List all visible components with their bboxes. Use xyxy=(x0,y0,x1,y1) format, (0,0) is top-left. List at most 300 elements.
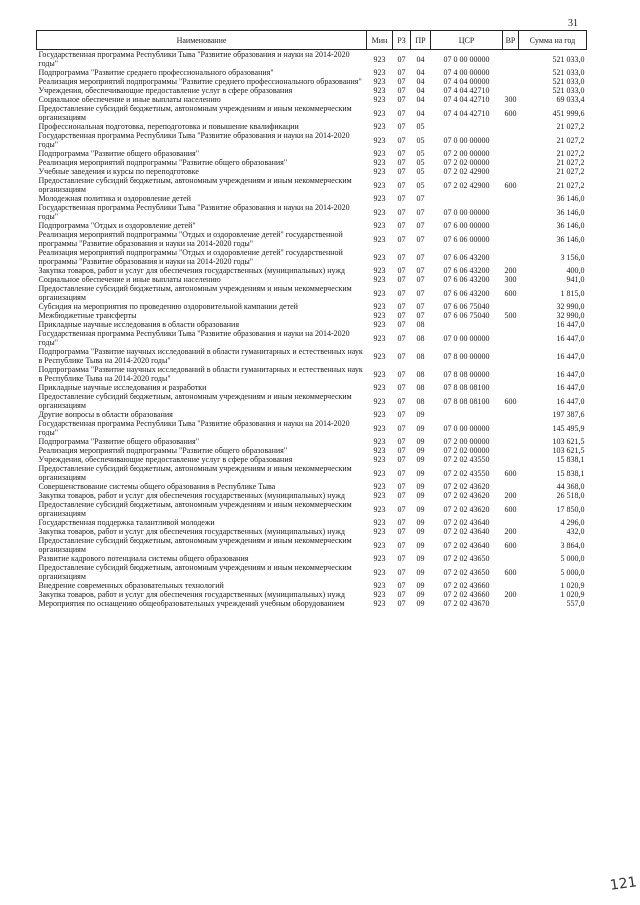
cell-pr: 07 xyxy=(416,275,425,284)
cell-vr xyxy=(503,347,519,365)
cell-vr: 600 xyxy=(504,540,517,550)
table-row xyxy=(37,176,587,194)
cell-pr: 08 xyxy=(416,383,425,392)
cell-vr: 600 xyxy=(504,108,517,118)
cell-rz: 07 xyxy=(397,599,406,608)
cell-min: 923 xyxy=(373,302,386,311)
cell-name: Социальное обеспечение и иные выплаты населению xyxy=(38,95,221,104)
cell-pr: 09 xyxy=(416,518,425,527)
cell-min: 923 xyxy=(373,590,386,599)
cell-name: Мероприятия по оснащению общеобразовательных учреждений учебным оборудованием xyxy=(38,599,345,608)
header-vr: ВР xyxy=(503,31,519,50)
cell-min: 923 xyxy=(373,207,386,217)
cell-csr: 07 6 00 00000 xyxy=(443,221,490,230)
cell-min: 923 xyxy=(373,455,386,464)
cell-sum: 1 020,9 xyxy=(560,590,585,599)
header-rz: РЗ xyxy=(393,31,411,50)
cell-pr: 05 xyxy=(416,158,425,167)
table-row xyxy=(37,491,587,500)
cell-csr: 07 2 02 43620 xyxy=(443,482,490,491)
cell-pr: 07 xyxy=(416,266,425,275)
cell-sum: 3 864,0 xyxy=(560,540,585,550)
header-sum: Сумма на год xyxy=(519,31,587,50)
cell-rz: 07 xyxy=(397,311,406,320)
cell-rz: 07 xyxy=(397,122,406,131)
table-row xyxy=(37,599,587,608)
cell-pr: 07 xyxy=(416,234,425,244)
cell-csr: 07 8 08 00000 xyxy=(443,369,490,379)
cell-pr: 07 xyxy=(416,302,425,311)
cell-min: 923 xyxy=(373,504,386,514)
cell-sum: 16 447,0 xyxy=(556,396,585,406)
cell-csr xyxy=(431,320,503,329)
cell-pr: 05 xyxy=(416,149,425,158)
cell-name: Межбюджетные трансферты xyxy=(38,311,137,320)
cell-pr: 05 xyxy=(416,135,425,145)
cell-name: Государственная программа Республики Тыва "Развитие образования и науки на 2014-2020 годы" xyxy=(38,131,350,149)
cell-rz: 07 xyxy=(397,320,406,329)
cell-csr xyxy=(431,194,503,203)
cell-min: 923 xyxy=(373,581,386,590)
table-row xyxy=(37,410,587,419)
handwritten-page-mark: 121 xyxy=(609,874,638,894)
cell-vr: 600 xyxy=(504,396,517,406)
cell-name: Подпрограмма "Развитие общего образования" xyxy=(38,149,199,158)
cell-name: Развитие кадрового потенциала системы общего образования xyxy=(38,554,249,563)
cell-min: 923 xyxy=(373,599,386,608)
cell-vr: 200 xyxy=(504,266,517,275)
cell-name: Предоставление субсидий бюджетным, автономным учреждениям и иным некоммерческим организациям xyxy=(38,284,352,302)
cell-sum: 3 156,0 xyxy=(560,252,585,262)
cell-csr: 07 2 02 00000 xyxy=(443,158,490,167)
cell-rz: 07 xyxy=(397,527,406,536)
cell-rz: 07 xyxy=(397,396,406,406)
cell-rz: 07 xyxy=(397,581,406,590)
cell-vr xyxy=(503,383,519,392)
cell-csr: 07 6 06 43200 xyxy=(443,288,490,298)
cell-name: Молодежная политика и оздоровление детей xyxy=(38,194,191,203)
cell-csr: 07 6 06 75040 xyxy=(443,302,490,311)
cell-min: 923 xyxy=(373,180,386,190)
cell-min: 923 xyxy=(373,369,386,379)
cell-rz: 07 xyxy=(397,504,406,514)
cell-min: 923 xyxy=(373,396,386,406)
cell-sum: 197 387,6 xyxy=(552,410,585,419)
table-row xyxy=(37,230,587,248)
table-row xyxy=(37,122,587,131)
cell-name: Внедрение современных образовательных технологий xyxy=(38,581,224,590)
cell-min: 923 xyxy=(373,446,386,455)
cell-csr xyxy=(431,122,503,131)
table-row xyxy=(37,167,587,176)
cell-pr: 09 xyxy=(416,468,425,478)
cell-sum: 521 033,0 xyxy=(552,77,585,86)
cell-min: 923 xyxy=(373,518,386,527)
cell-name: Профессиональная подготовка, переподготовка и повышение квалификации xyxy=(38,122,299,131)
cell-csr: 07 6 06 43200 xyxy=(443,252,490,262)
cell-rz: 07 xyxy=(397,446,406,455)
cell-vr xyxy=(503,320,519,329)
cell-min: 923 xyxy=(373,86,386,95)
cell-min: 923 xyxy=(373,95,386,104)
cell-name: Учреждения, обеспечивающие предоставление услуг в сфере образования xyxy=(38,86,293,95)
table-row xyxy=(37,527,587,536)
cell-pr: 08 xyxy=(416,396,425,406)
cell-name: Подпрограмма "Развитие среднего профессионального образования" xyxy=(38,68,274,77)
cell-vr: 200 xyxy=(504,491,517,500)
cell-name: Предоставление субсидий бюджетным, автономным учреждениям и иным некоммерческим организациям xyxy=(38,464,352,482)
cell-pr: 07 xyxy=(416,311,425,320)
cell-name: Закупка товаров, работ и услуг для обеспечения государственных (муниципальных) нужд xyxy=(38,266,345,275)
table-row xyxy=(37,311,587,320)
cell-rz: 07 xyxy=(397,383,406,392)
cell-csr: 07 2 02 43620 xyxy=(443,491,490,500)
table-row xyxy=(37,590,587,599)
cell-csr: 07 4 04 42710 xyxy=(443,95,490,104)
table-row xyxy=(37,203,587,221)
cell-name: Совершенствование системы общего образования в Республике Тыва xyxy=(38,482,276,491)
cell-pr: 05 xyxy=(416,167,425,176)
cell-sum: 521 033,0 xyxy=(552,54,585,64)
cell-rz: 07 xyxy=(397,54,406,64)
cell-pr: 04 xyxy=(416,54,425,64)
cell-min: 923 xyxy=(373,383,386,392)
cell-vr xyxy=(503,131,519,149)
table-row xyxy=(37,194,587,203)
cell-name: Прикладные научные исследования в области образования xyxy=(38,320,239,329)
cell-sum: 44 368,0 xyxy=(556,482,585,491)
table-row xyxy=(37,554,587,563)
cell-vr xyxy=(503,158,519,167)
cell-vr xyxy=(503,230,519,248)
cell-sum: 451 999,6 xyxy=(552,108,585,118)
table-row xyxy=(37,221,587,230)
cell-pr: 09 xyxy=(416,527,425,536)
cell-vr xyxy=(503,203,519,221)
cell-pr: 07 xyxy=(416,194,425,203)
table-row xyxy=(37,365,587,383)
cell-pr: 09 xyxy=(416,504,425,514)
cell-min: 923 xyxy=(373,491,386,500)
cell-csr: 07 2 02 43660 xyxy=(443,590,490,599)
table-row xyxy=(37,392,587,410)
cell-sum: 36 146,0 xyxy=(556,207,585,217)
cell-pr: 09 xyxy=(416,599,425,608)
cell-name: Прикладные научные исследования и разработки xyxy=(38,383,207,392)
cell-min: 923 xyxy=(373,221,386,230)
cell-sum: 16 447,0 xyxy=(556,383,585,392)
cell-vr: 200 xyxy=(504,527,517,536)
cell-pr: 04 xyxy=(416,95,425,104)
cell-csr: 07 0 00 00000 xyxy=(443,333,490,343)
table-header-row xyxy=(37,31,587,50)
cell-min: 923 xyxy=(373,54,386,64)
cell-rz: 07 xyxy=(397,167,406,176)
cell-name: Государственная программа Республики Тыва "Развитие образования и науки на 2014-2020 годы" xyxy=(38,329,350,347)
cell-rz: 07 xyxy=(397,86,406,95)
cell-name: Реализация мероприятий подпрограммы "Отдых и оздоровление детей" государственной программы "Развитие образования и науки на 2014-2020 годы" xyxy=(38,248,343,266)
cell-name: Учебные заведения и курсы по переподготовке xyxy=(38,167,199,176)
cell-rz: 07 xyxy=(397,351,406,361)
cell-vr xyxy=(503,122,519,131)
cell-vr xyxy=(503,77,519,86)
cell-sum: 36 146,0 xyxy=(556,234,585,244)
cell-csr: 07 6 06 00000 xyxy=(443,234,490,244)
header-min: Мин xyxy=(367,31,393,50)
cell-csr: 07 4 04 42710 xyxy=(443,108,490,118)
cell-name: Реализация мероприятий подпрограммы "Развитие общего образования" xyxy=(38,446,288,455)
cell-name: Предоставление субсидий бюджетным, автономным учреждениям и иным некоммерческим организациям xyxy=(38,176,352,194)
cell-name: Социальное обеспечение и иные выплаты населению xyxy=(38,275,221,284)
cell-rz: 07 xyxy=(397,135,406,145)
table-row xyxy=(37,518,587,527)
cell-csr: 07 8 08 08100 xyxy=(443,383,490,392)
cell-min: 923 xyxy=(373,527,386,536)
cell-pr: 09 xyxy=(416,581,425,590)
cell-min: 923 xyxy=(373,234,386,244)
cell-pr: 09 xyxy=(416,455,425,464)
cell-name: Учреждения, обеспечивающие предоставление услуг в сфере образования xyxy=(38,455,293,464)
cell-sum: 36 146,0 xyxy=(556,221,585,230)
cell-vr xyxy=(503,86,519,95)
cell-csr: 07 2 02 43620 xyxy=(443,504,490,514)
cell-sum: 521 033,0 xyxy=(552,68,585,77)
table-row xyxy=(37,320,587,329)
cell-rz: 07 xyxy=(397,540,406,550)
cell-rz: 07 xyxy=(397,410,406,419)
cell-min: 923 xyxy=(373,275,386,284)
cell-min: 923 xyxy=(373,77,386,86)
cell-vr xyxy=(503,221,519,230)
cell-name: Подпрограмма "Развитие научных исследований в области гуманитарных и естественных наук в Республике Тыва на 2014-2020 годы" xyxy=(38,365,363,383)
cell-rz: 07 xyxy=(397,207,406,217)
cell-sum: 432,0 xyxy=(566,527,585,536)
cell-pr: 04 xyxy=(416,86,425,95)
table-row xyxy=(37,68,587,77)
cell-rz: 07 xyxy=(397,221,406,230)
cell-rz: 07 xyxy=(397,95,406,104)
cell-csr: 07 2 02 43660 xyxy=(443,581,490,590)
cell-pr: 09 xyxy=(416,540,425,550)
cell-sum: 4 296,0 xyxy=(560,518,585,527)
table-row xyxy=(37,266,587,275)
cell-sum: 16 447,0 xyxy=(556,351,585,361)
cell-min: 923 xyxy=(373,320,386,329)
cell-sum: 32 990,0 xyxy=(556,311,585,320)
cell-min: 923 xyxy=(373,311,386,320)
cell-pr: 09 xyxy=(416,590,425,599)
cell-sum: 103 621,5 xyxy=(552,446,585,455)
cell-rz: 07 xyxy=(397,333,406,343)
cell-pr: 09 xyxy=(416,567,425,577)
cell-csr: 07 4 04 00000 xyxy=(443,77,490,86)
cell-vr: 300 xyxy=(504,275,517,284)
cell-csr xyxy=(431,410,503,419)
cell-name: Государственная поддержка талантливой молодежи xyxy=(38,518,215,527)
cell-rz: 07 xyxy=(397,180,406,190)
cell-pr: 04 xyxy=(416,108,425,118)
cell-rz: 07 xyxy=(397,567,406,577)
table-row xyxy=(37,149,587,158)
cell-rz: 07 xyxy=(397,455,406,464)
cell-pr: 05 xyxy=(416,180,425,190)
cell-sum: 5 000,0 xyxy=(560,567,585,577)
cell-min: 923 xyxy=(373,437,386,446)
cell-rz: 07 xyxy=(397,491,406,500)
cell-csr: 07 8 00 00000 xyxy=(443,351,490,361)
cell-csr: 07 0 00 00000 xyxy=(443,54,490,64)
cell-vr xyxy=(503,446,519,455)
cell-vr xyxy=(503,518,519,527)
cell-rz: 07 xyxy=(397,302,406,311)
cell-csr: 07 2 02 43650 xyxy=(443,567,490,577)
budget-table xyxy=(36,30,587,608)
cell-pr: 08 xyxy=(416,351,425,361)
table-row xyxy=(37,455,587,464)
cell-sum: 941,0 xyxy=(566,275,585,284)
table-row xyxy=(37,464,587,482)
cell-vr xyxy=(503,194,519,203)
cell-name: Предоставление субсидий бюджетным, автономным учреждениям и иным некоммерческим организациям xyxy=(38,392,352,410)
table-row xyxy=(37,446,587,455)
cell-pr: 05 xyxy=(416,122,425,131)
cell-vr xyxy=(503,581,519,590)
cell-pr: 08 xyxy=(416,333,425,343)
cell-name: Государственная программа Республики Тыва "Развитие образования и науки на 2014-2020 годы" xyxy=(38,50,350,68)
cell-rz: 07 xyxy=(397,266,406,275)
cell-min: 923 xyxy=(373,288,386,298)
cell-pr: 08 xyxy=(416,369,425,379)
cell-name: Предоставление субсидий бюджетным, автономным учреждениям и иным некоммерческим организациям xyxy=(38,500,352,518)
cell-csr: 07 0 00 00000 xyxy=(443,423,490,433)
cell-sum: 521 033,0 xyxy=(552,86,585,95)
table-row xyxy=(37,482,587,491)
cell-pr: 09 xyxy=(416,423,425,433)
cell-rz: 07 xyxy=(397,482,406,491)
cell-name: Реализация мероприятий подпрограммы "Отдых и оздоровление детей" государственной программы "Развитие образования и науки на 2014-2020 годы" xyxy=(38,230,343,248)
cell-sum: 21 027,2 xyxy=(556,167,585,176)
table-row xyxy=(37,248,587,266)
cell-vr xyxy=(503,482,519,491)
cell-name: Подпрограмма "Развитие научных исследований в области гуманитарных и естественных наук в Республике Тыва на 2014-2020 годы" xyxy=(38,347,363,365)
cell-vr: 500 xyxy=(504,311,517,320)
table-row xyxy=(37,275,587,284)
cell-min: 923 xyxy=(373,351,386,361)
cell-sum: 103 621,5 xyxy=(552,437,585,446)
cell-rz: 07 xyxy=(397,590,406,599)
cell-csr: 07 2 02 43640 xyxy=(443,518,490,527)
cell-sum: 145 495,9 xyxy=(552,423,585,433)
cell-csr: 07 6 06 75040 xyxy=(443,311,490,320)
cell-csr: 07 2 00 00000 xyxy=(443,149,490,158)
table-row xyxy=(37,131,587,149)
cell-csr: 07 2 02 43550 xyxy=(443,468,490,478)
cell-sum: 15 838,1 xyxy=(556,455,585,464)
cell-min: 923 xyxy=(373,540,386,550)
cell-sum: 1 815,0 xyxy=(560,288,585,298)
cell-rz: 07 xyxy=(397,437,406,446)
cell-csr: 07 6 06 43200 xyxy=(443,275,490,284)
cell-pr: 09 xyxy=(416,554,425,563)
header-pr: ПР xyxy=(411,31,431,50)
cell-min: 923 xyxy=(373,194,386,203)
cell-sum: 21 027,2 xyxy=(556,180,585,190)
table-row xyxy=(37,329,587,347)
table-row xyxy=(37,383,587,392)
cell-vr xyxy=(503,50,519,69)
cell-min: 923 xyxy=(373,252,386,262)
cell-pr: 09 xyxy=(416,410,425,419)
cell-csr: 07 0 00 00000 xyxy=(443,207,490,217)
cell-name: Реализация мероприятий подпрограммы "Развитие среднего профессионального образования" xyxy=(38,77,362,86)
cell-csr: 07 2 02 42900 xyxy=(443,167,490,176)
cell-sum: 26 518,0 xyxy=(556,491,585,500)
cell-rz: 07 xyxy=(397,369,406,379)
cell-min: 923 xyxy=(373,468,386,478)
cell-vr xyxy=(503,437,519,446)
cell-min: 923 xyxy=(373,423,386,433)
cell-name: Реализация мероприятий подпрограммы "Развитие общего образования" xyxy=(38,158,288,167)
cell-vr: 600 xyxy=(504,288,517,298)
cell-vr xyxy=(503,248,519,266)
cell-min: 923 xyxy=(373,567,386,577)
cell-name: Подпрограмма "Развитие общего образования" xyxy=(38,437,199,446)
cell-pr: 04 xyxy=(416,77,425,86)
cell-rz: 07 xyxy=(397,252,406,262)
cell-vr xyxy=(503,419,519,437)
table-row xyxy=(37,347,587,365)
table-row xyxy=(37,86,587,95)
cell-name: Другие вопросы в области образования xyxy=(38,410,173,419)
cell-vr xyxy=(503,599,519,608)
cell-rz: 07 xyxy=(397,108,406,118)
cell-csr: 07 2 02 43650 xyxy=(443,554,490,563)
cell-sum: 36 146,0 xyxy=(556,194,585,203)
cell-name: Субсидия на мероприятия по проведению оздоровительной кампании детей xyxy=(38,302,298,311)
cell-vr: 600 xyxy=(504,567,517,577)
cell-rz: 07 xyxy=(397,288,406,298)
cell-sum: 21 027,2 xyxy=(556,158,585,167)
page-number: 31 xyxy=(568,18,578,29)
cell-min: 923 xyxy=(373,135,386,145)
cell-pr: 07 xyxy=(416,221,425,230)
cell-sum: 5 000,0 xyxy=(560,554,585,563)
cell-rz: 07 xyxy=(397,68,406,77)
cell-rz: 07 xyxy=(397,423,406,433)
cell-vr: 600 xyxy=(504,504,517,514)
cell-pr: 07 xyxy=(416,207,425,217)
cell-rz: 07 xyxy=(397,518,406,527)
cell-pr: 07 xyxy=(416,252,425,262)
cell-name: Закупка товаров, работ и услуг для обеспечения государственных (муниципальных) нужд xyxy=(38,590,345,599)
cell-vr xyxy=(503,302,519,311)
cell-pr: 09 xyxy=(416,437,425,446)
cell-sum: 557,0 xyxy=(566,599,585,608)
cell-vr xyxy=(503,410,519,419)
cell-sum: 17 850,0 xyxy=(556,504,585,514)
cell-csr: 07 2 00 00000 xyxy=(443,437,490,446)
cell-csr: 07 8 08 08100 xyxy=(443,396,490,406)
cell-pr: 09 xyxy=(416,446,425,455)
cell-sum: 21 027,2 xyxy=(556,135,585,145)
cell-sum: 16 447,0 xyxy=(556,320,585,329)
cell-min: 923 xyxy=(373,122,386,131)
cell-min: 923 xyxy=(373,158,386,167)
cell-csr: 07 0 00 00000 xyxy=(443,135,490,145)
cell-sum: 16 447,0 xyxy=(556,369,585,379)
table-row xyxy=(37,77,587,86)
cell-csr: 07 4 04 42710 xyxy=(443,86,490,95)
